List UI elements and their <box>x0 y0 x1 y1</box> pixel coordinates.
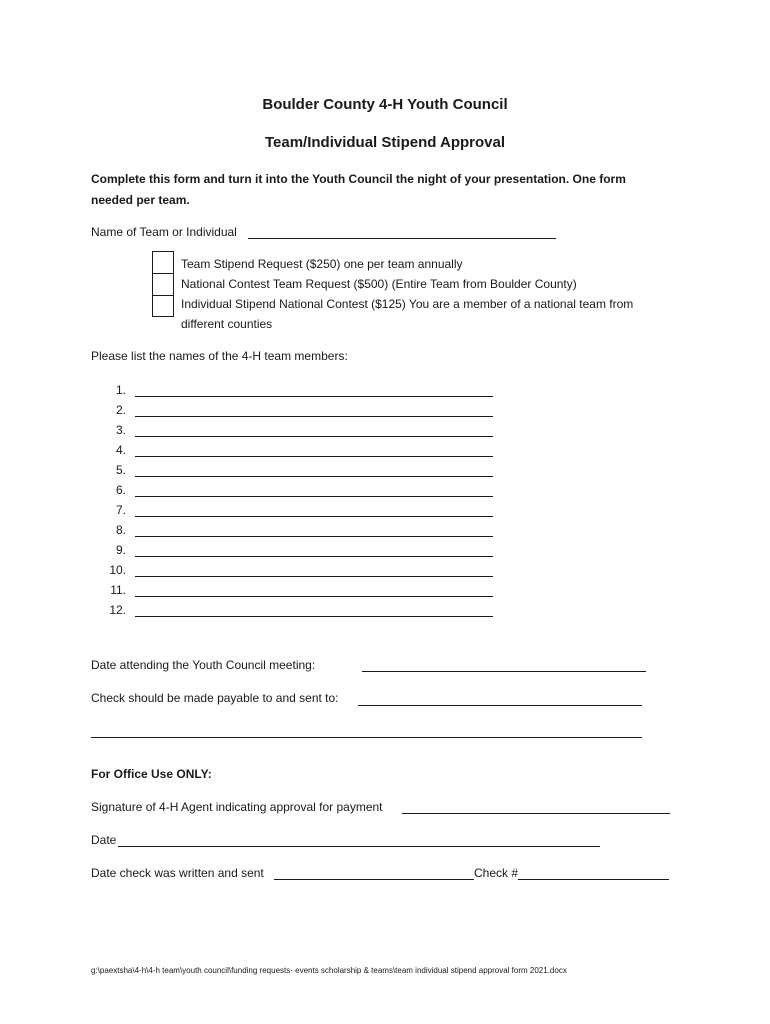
member-number: 9. <box>115 543 126 557</box>
check-written-field[interactable] <box>274 879 474 880</box>
agent-signature-field[interactable] <box>402 813 670 814</box>
member-name-field[interactable] <box>135 616 493 617</box>
team-name-label: Name of Team or Individual <box>91 225 237 239</box>
national-contest-checkbox[interactable] <box>153 274 173 296</box>
option-label: National Contest Team Request ($500) (Entire Team from Boulder County) <box>181 277 577 291</box>
meeting-date-label: Date attending the Youth Council meeting: <box>91 658 316 672</box>
agent-signature-label: Signature of 4-H Agent indicating approval for payment <box>91 800 383 814</box>
option-label-continuation: different counties <box>181 317 273 331</box>
member-name-field[interactable] <box>135 396 493 397</box>
member-name-field[interactable] <box>135 596 493 597</box>
member-name-field[interactable] <box>135 536 493 537</box>
member-number: 3. <box>115 423 126 437</box>
member-number: 5. <box>115 463 126 477</box>
member-number: 11. <box>110 583 126 597</box>
office-use-heading: For Office Use ONLY: <box>91 767 212 781</box>
document-file-path: g:\paextsha\4-h\4-h team\youth council\funding requests- events scholarship & teams\team individual stipend approval form 2021.docx <box>91 966 567 975</box>
payable-label: Check should be made payable to and sent to: <box>91 691 339 705</box>
office-date-field[interactable] <box>118 846 600 847</box>
option-label: Individual Stipend National Contest ($125) You are a member of a national team from <box>181 297 634 311</box>
member-number: 4. <box>115 443 126 457</box>
member-name-field[interactable] <box>135 436 493 437</box>
member-name-field[interactable] <box>135 516 493 517</box>
option-label: Team Stipend Request ($250) one per team annually <box>181 257 463 271</box>
member-number: 2. <box>115 403 126 417</box>
team-name-field[interactable] <box>248 238 556 239</box>
stipend-checkbox-group <box>152 251 174 317</box>
individual-stipend-checkbox[interactable] <box>153 296 173 318</box>
member-number: 12. <box>109 603 126 617</box>
member-number: 8. <box>115 523 126 537</box>
check-number-label: Check # <box>474 866 519 880</box>
check-number-field[interactable] <box>518 879 669 880</box>
payable-address-field[interactable] <box>91 737 642 738</box>
member-number: 10. <box>109 563 126 577</box>
member-name-field[interactable] <box>135 496 493 497</box>
page-title: Boulder County 4-H Youth Council <box>262 96 508 113</box>
meeting-date-field[interactable] <box>362 671 646 672</box>
page-subtitle: Team/Individual Stipend Approval <box>264 134 506 151</box>
member-number: 1. <box>115 383 126 397</box>
member-number: 7. <box>115 503 126 517</box>
check-written-label: Date check was written and sent <box>91 866 264 880</box>
member-name-field[interactable] <box>135 476 493 477</box>
member-name-field[interactable] <box>135 556 493 557</box>
member-number: 6. <box>115 483 126 497</box>
member-name-field[interactable] <box>135 576 493 577</box>
member-name-field[interactable] <box>135 456 493 457</box>
members-heading: Please list the names of the 4-H team members: <box>91 349 348 363</box>
member-name-field[interactable] <box>135 416 493 417</box>
instructions-text: Complete this form and turn it into the Youth Council the night of your presentation. One form needed per team. <box>91 172 626 207</box>
payable-field[interactable] <box>358 705 642 706</box>
team-stipend-checkbox[interactable] <box>153 252 173 274</box>
office-date-label: Date <box>91 833 117 847</box>
